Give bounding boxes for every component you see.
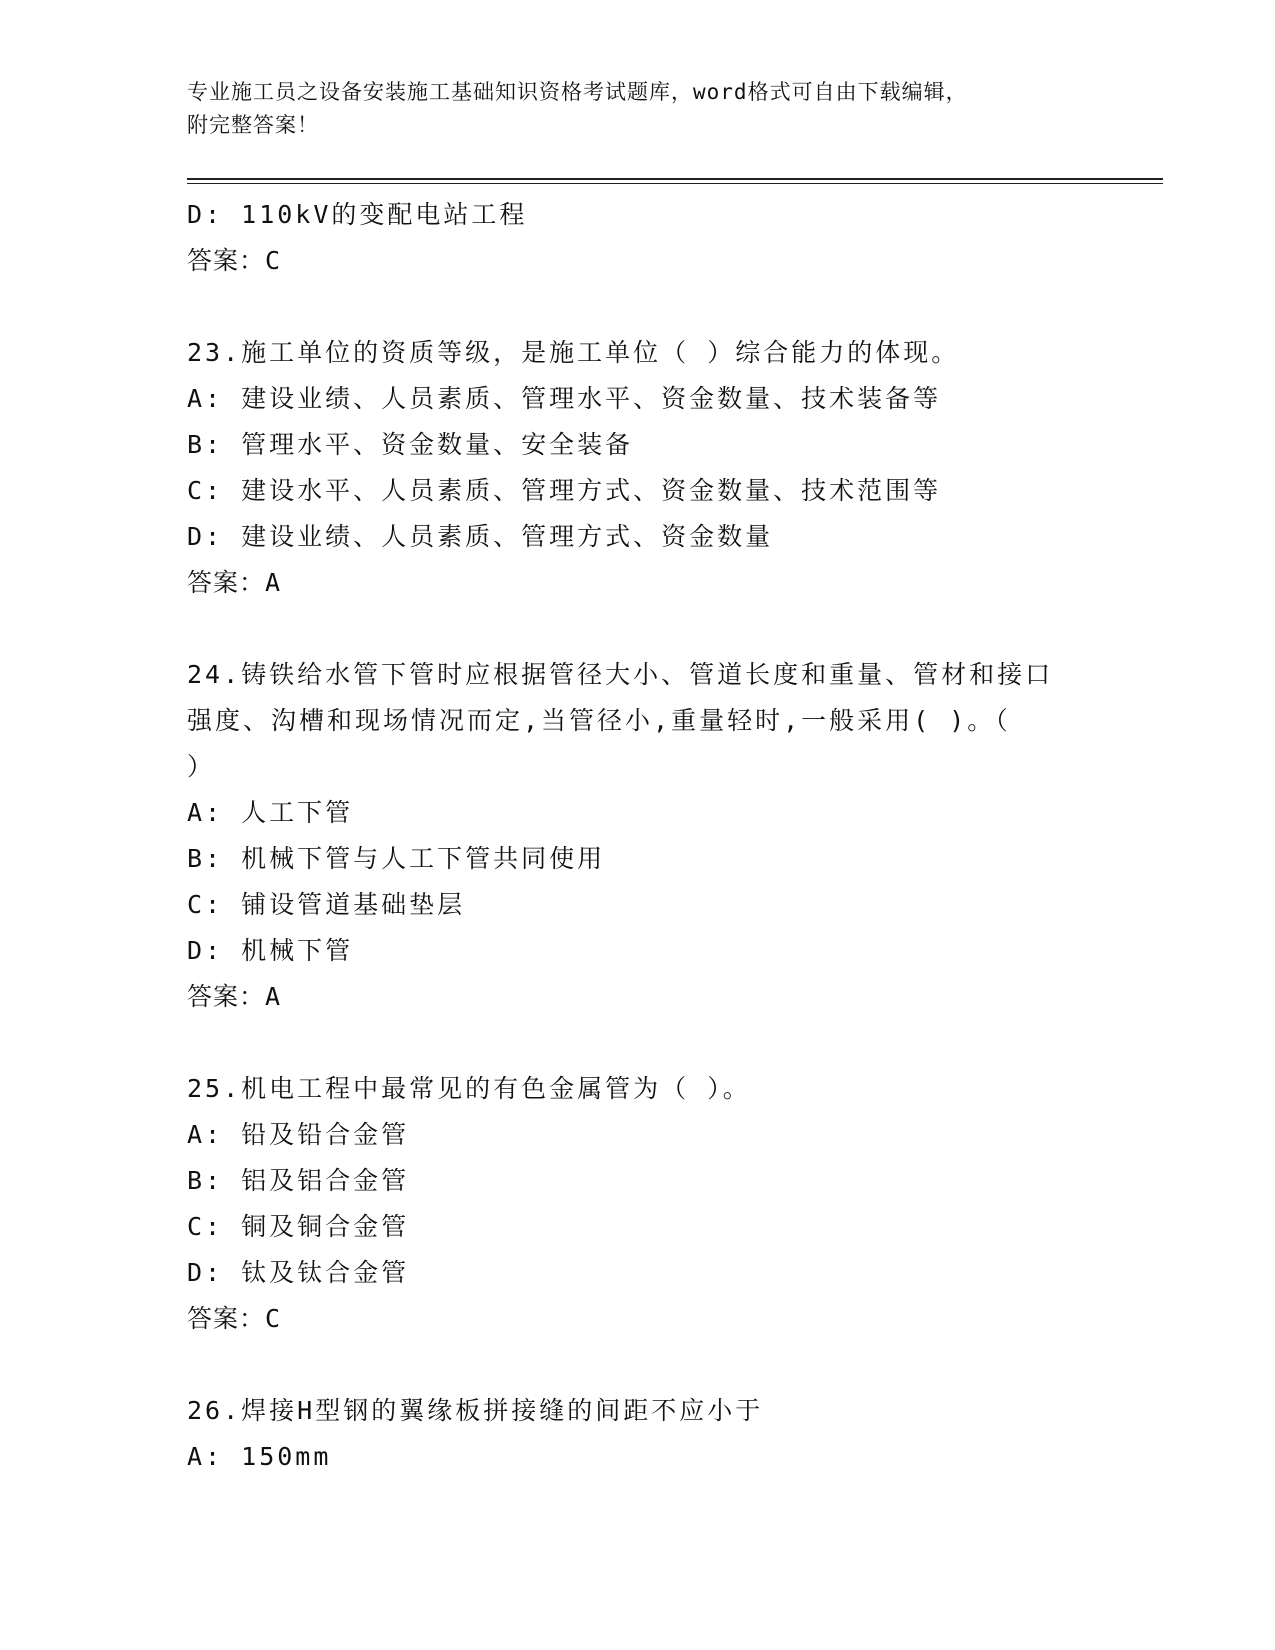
question-stem: 23.施工单位的资质等级，是施工单位（ ）综合能力的体现。: [187, 338, 960, 367]
option-c: C: 建设水平、人员素质、管理方式、资金数量、技术范围等: [187, 476, 942, 505]
option-b: B: 机械下管与人工下管共同使用: [187, 844, 606, 873]
prev-option-d: D: 110kV的变配电站工程: [187, 200, 528, 229]
spacer: [187, 606, 1087, 652]
option-c: C: 铜及铜合金管: [187, 1212, 410, 1241]
option-d: D: 钛及钛合金管: [187, 1258, 410, 1287]
option-b: B: 管理水平、资金数量、安全装备: [187, 430, 634, 459]
header-line-1: 专业施工员之设备安装施工基础知识资格考试题库，word格式可自由下载编辑，: [187, 80, 968, 104]
option-a: A: 铅及铅合金管: [187, 1120, 410, 1149]
spacer: [187, 284, 1087, 330]
option-b: B: 铝及铝合金管: [187, 1166, 410, 1195]
answer: 答案：A: [187, 982, 282, 1011]
option-a: A: 人工下管: [187, 798, 354, 827]
question-26: [187, 1388, 1087, 1480]
option-a: A: 建设业绩、人员素质、管理水平、资金数量、技术装备等: [187, 384, 942, 413]
question-stem-line-2: 强度、沟槽和现场情况而定,当管径小,重量轻时,一般采用( )。（: [187, 706, 1011, 735]
spacer: [187, 1020, 1087, 1066]
question-content: [187, 192, 1087, 1480]
option-a: A: 150mm: [187, 1442, 332, 1471]
prev-answer: 答案：C: [187, 246, 282, 275]
question-23: [187, 330, 1087, 606]
header-line-2: 附完整答案！: [187, 113, 319, 137]
question-24: [187, 652, 1087, 1020]
option-d: D: 建设业绩、人员素质、管理方式、资金数量: [187, 522, 774, 551]
option-d: D: 机械下管: [187, 936, 354, 965]
question-stem: 25.机电工程中最常见的有色金属管为（ ）。: [187, 1074, 751, 1103]
answer: 答案：A: [187, 568, 282, 597]
answer: 答案：C: [187, 1304, 282, 1333]
question-stem-line-1: 24.铸铁给水管下管时应根据管径大小、管道长度和重量、管材和接口: [187, 660, 1054, 689]
question-25: [187, 1066, 1087, 1342]
header-divider-thick: [187, 178, 1163, 180]
document-header: [187, 76, 1087, 142]
spacer: [187, 1342, 1087, 1388]
question-stem-line-3: ）: [187, 752, 216, 781]
option-c: C: 铺设管道基础垫层: [187, 890, 466, 919]
question-stem: 26.焊接H型钢的翼缘板拼接缝的间距不应小于: [187, 1396, 764, 1425]
header-divider-thin: [187, 183, 1163, 184]
